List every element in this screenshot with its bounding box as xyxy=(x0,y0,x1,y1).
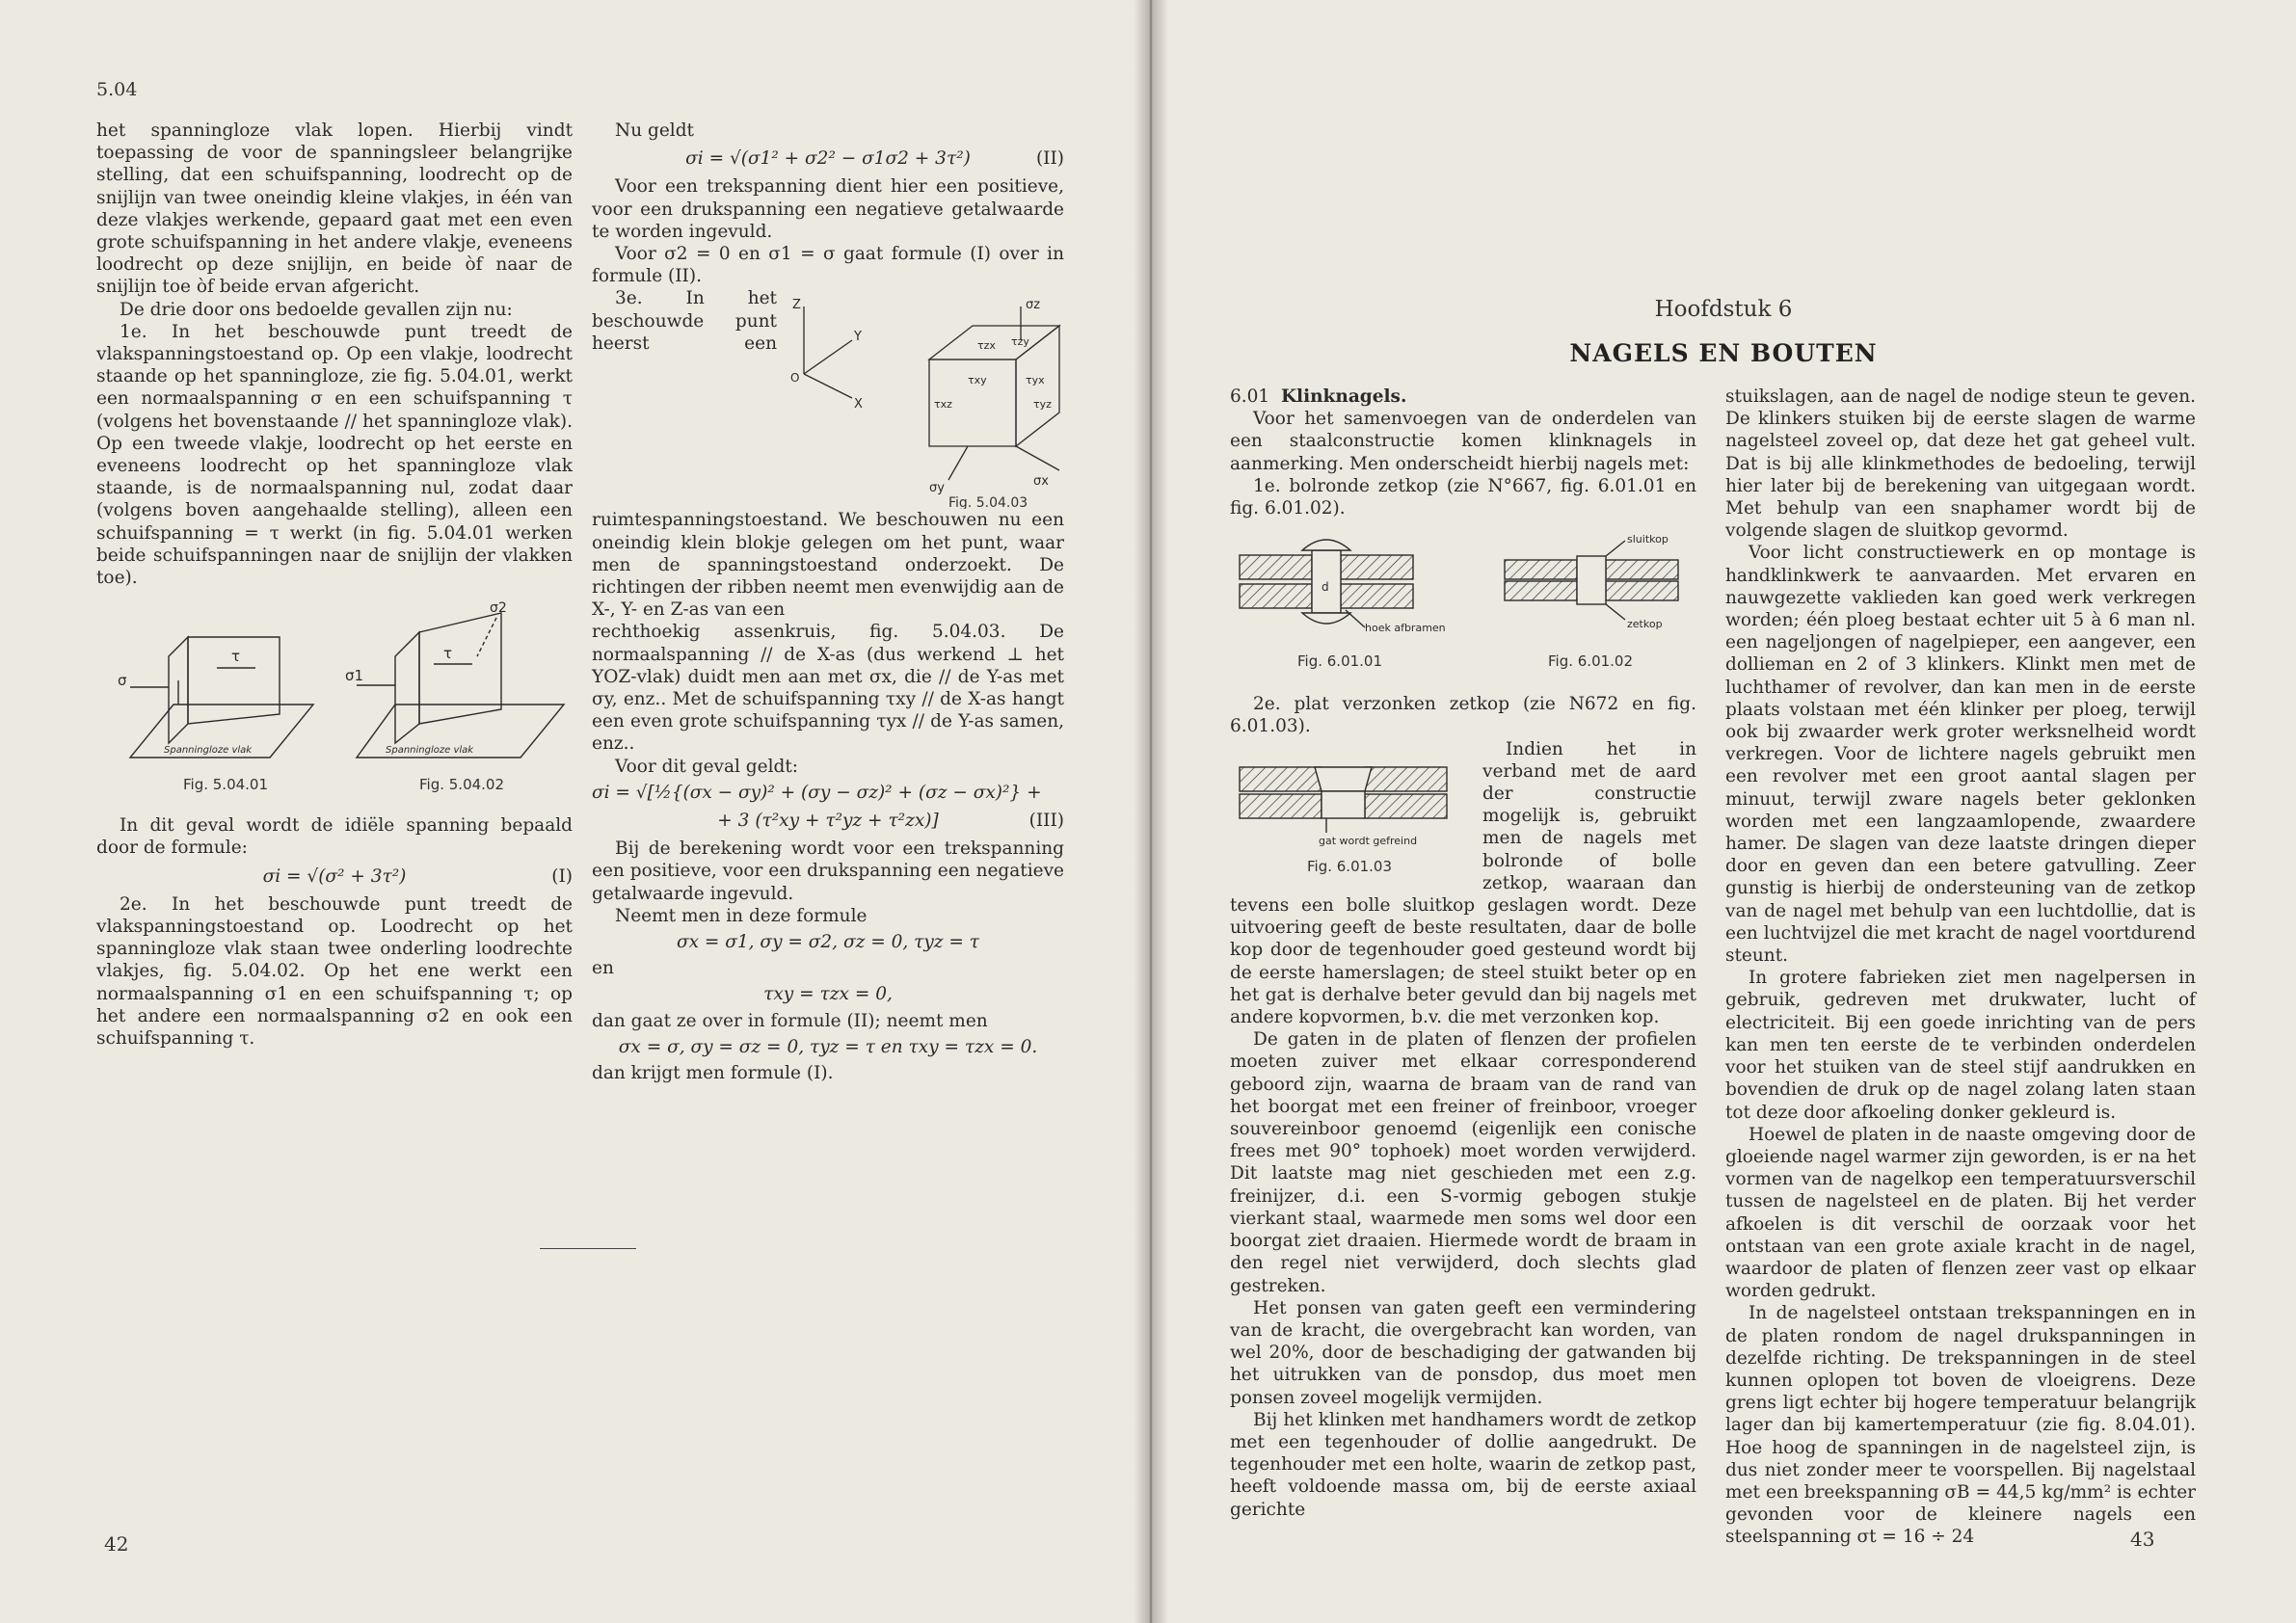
caption-6-01-01: Fig. 6.01.01 xyxy=(1297,652,1383,671)
paragraph: 3e. In het beschouwde punt heerst een ruimtespanningstoestand. We beschouwen nu een oneindig klein blokje gelegen om het punt, waar men de spanningstoestand onderzoekt. De richtingen der ribben neemt men evenwijdig aan de X-, Y- en Z-as van een xyxy=(592,288,1064,621)
section-header: 5.04 xyxy=(96,79,138,100)
label-tau-zx: τzx xyxy=(977,339,996,353)
leader-line xyxy=(1346,610,1365,627)
label-z: Z xyxy=(792,298,801,313)
fig-wrap-6-01-03 xyxy=(1230,738,1696,1029)
paragraph: het spanningloze vlak lopen. Hierbij vindt toepassing de voor de spanningsleer belangrijke stelling, dat een schuifspanning, loodrecht op de snijlijn van twee oneindig kleine vlakjes, in één van deze vlakjes werkende, gepaard gaat met een even grote schuifspanning in het andere vlakje, eveneens loodrecht op deze snijlijn, en beide òf naar de snijlijn toe òf beide ervan afgericht. xyxy=(96,120,573,298)
label-sigma: σ xyxy=(118,672,127,690)
section-title: Klinknagels. xyxy=(1280,386,1407,407)
caption-5-04-01: Fig. 5.04.01 xyxy=(183,776,269,794)
label-sigma-z: σz xyxy=(1026,298,1041,313)
rivet-shank xyxy=(1322,791,1365,818)
plate xyxy=(1240,584,1312,608)
arrow-line xyxy=(948,446,968,480)
plane-shape xyxy=(395,632,419,743)
rivet-shank xyxy=(1577,556,1606,604)
label-hoek: hoek afbramen xyxy=(1365,622,1446,635)
plate xyxy=(1606,560,1678,579)
label-tau-yx: τyx xyxy=(1026,374,1045,387)
paragraph: Voor licht constructiewerk en op montage is handklinkwerk te aanvaarden. Met ervaren en nauwgezette vaklieden kan goed werk verkregen worden; één ploeg bestaat echter uit 5 à 6 man nl. een nageljongen of nagelpieper, een aangever, een dollieman en 2 of 3 klinkers. Klinkt men met de luchthamer of revolver, dan kan men in de eerste plaats volstaan met één klinker per ploeg, terwijl ook bij zwaarder werk groter werksnelheid wordt verkregen. Voor de lichtere nagels gebruikt men een revolver met een groot aantal slagen per minuut, terwijl zware nagels beter geklonken worden met een langzaamlopende, zwaardere hamer. De slagen van deze laatste dringen dieper door en geven dan een betere gatvulling. Zeer gunstig is hierbij de ondersteuning van de zetkop van de nagel met behulp van een luchtdollie, dat is een luchtvijzel die met kracht de nagel voortdurend steunt. xyxy=(1725,543,2196,967)
leader-line xyxy=(1606,541,1625,556)
label-plane: Spanningloze vlak xyxy=(386,745,474,757)
arrow-line xyxy=(477,618,496,656)
plate xyxy=(1240,794,1322,818)
left-column-1 xyxy=(96,120,573,1050)
arrow-line xyxy=(1016,446,1059,470)
label-plane: Spanningloze vlak xyxy=(164,745,253,757)
left-column-2 xyxy=(592,120,1064,1084)
paragraph: Bij het klinken met handhamers wordt de zetkop met een tegenhouder of dollie aangedrukt. De tegenhouder met een holte, waarin de zetkop past, heeft voldoende massa om, bij de eerste axiaal gerichte xyxy=(1230,1409,1696,1520)
paragraph: Voor σ2 = 0 en σ1 = σ gaat formule (I) over in formule (II). xyxy=(592,244,1064,287)
plate xyxy=(1341,584,1413,608)
paragraph: stuikslagen, aan de nagel de nodige steun te geven. De klinkers stuiken bij de eerste slagen de warme nagelsteel zoveel op, dat deze het gat geheel vult. Dat is bij alle klinkmethodes de bedoeling, terwijl hier later bij de berekening van uitgegaan wordt. Met behulp van een snaphamer wordt bij de volgende slagen de sluitkop gevormd. xyxy=(1725,386,2196,542)
figure-5-04-02 xyxy=(357,613,564,758)
label-gat: gat wordt gefreind xyxy=(1319,834,1418,847)
book-gutter xyxy=(1134,0,1168,1623)
paragraph: en xyxy=(592,958,614,979)
label-zetkop: zetkop xyxy=(1627,618,1663,631)
formula-text: + 3 (τ²xy + τ²yz + τ²zx)] xyxy=(717,811,939,832)
label-sigma-y: σy xyxy=(929,481,945,496)
formula-number: (I) xyxy=(551,865,573,887)
label-tau-xz: τxz xyxy=(934,398,952,412)
paragraph: 2e. In het beschouwde punt treedt de vlakspanningstoestand op. Loodrecht op het spanningloze vlak staan twee onderling loodrechte vlakjes, fig. 5.04.02. Op het ene werkt een normaalspanning σ1 en een schuifspanning τ; op het andere een normaalspanning σ2 en ook een schuifspanning τ. xyxy=(96,893,573,1050)
right-column-1 xyxy=(1230,386,1696,1521)
paragraph: In de nagelsteel ontstaan trekspanningen en in de platen rondom de nagel drukspanningen in dezelfde richting. De trekspanningen in de steel kunnen oplopen tot boven de vloeigrens. Deze grens ligt echter bij hogere temperatuur belangrijk lager dan bij kamertemperatuur (zie fig. 8.04.01). Hoe hoog de spanningen in de nagelsteel zijn, is dus niet zonder meer te voorspellen. Bij nagelstaal met een breekspanning σB = 44,5 kg/mm² is echter gevonden voor de kleinere nagels een steelspanning σt = 16 ÷ 24 xyxy=(1725,1303,2196,1548)
paragraph: Bij de berekening wordt voor een trekspanning een positieve, voor een drukspanning een negatieve getalwaarde ingevuld. xyxy=(592,838,1064,904)
rivet-head xyxy=(1315,767,1372,791)
formula-text: σi = √(σ² + 3τ²) xyxy=(262,865,407,887)
plate xyxy=(1505,581,1577,600)
chapter-label: Hoofdstuk 6 xyxy=(1654,297,1793,322)
paragraph: rechthoekig assenkruis, fig. 5.04.03. De normaalspanning // de X-as (dus werkend ⊥ het YOZ-vlak) duidt men aan met σx, die // de Y-as met σy, enz.. Met de schuifspanning τxy // de X-as hangt een even grote schuifspanning τyx // de Y-as samen, enz.. xyxy=(592,622,1064,755)
end-rule xyxy=(540,1248,636,1249)
figure-5-04-01 xyxy=(130,637,313,758)
formula-substitution: σx = σ, σy = σz = 0, τyz = τ en τxy = τzx = 0. xyxy=(618,1036,1038,1057)
figure-5-04-03 xyxy=(785,287,1064,509)
paragraph: 2e. plat verzonken zetkop (zie N672 en fig. 6.01.03). xyxy=(1230,694,1696,737)
label-tau-zy: τzy xyxy=(1011,335,1029,349)
paragraph: dan gaat ze over in formule (II); neemt men xyxy=(592,1010,988,1031)
formula-text: σi = √(σ1² + σ2² − σ1σ2 + 3τ²) xyxy=(685,148,971,170)
axis-y xyxy=(804,340,852,374)
paragraph: Voor het samenvoegen van de onderdelen van een staalconstructie komen klinknagels in aanmerking. Men onderscheidt hierbij nagels met: xyxy=(1230,409,1696,474)
caption-6-01-02: Fig. 6.01.02 xyxy=(1548,652,1634,671)
paragraph: Indien het in verband met de aard der constructie mogelijk is, gebruikt men de nagels met bolronde of bolle zetkop, waaraan dan tevens een bolle sluitkop geslagen wordt. Deze uitvoering geeft de beste resultaten, daar de bolle kop door de tegenhouder goed gesteund wordt bij de eerste hamerslagen; de steel stuikt beter op en het gat is derhalve beter gevuld dan bij nagels met andere kopvormen, b.v. die met verzonken kop. xyxy=(1230,738,1696,1028)
plate xyxy=(1365,794,1447,818)
label-sluitkop: sluitkop xyxy=(1627,533,1669,546)
paragraph: Voor een trekspanning dient hier een positieve, voor een drukspanning een negatieve getalwaarde te worden ingevuld. xyxy=(592,176,1064,242)
label-sigma2: σ2 xyxy=(490,600,507,617)
label-sigma1: σ1 xyxy=(345,667,364,685)
section-number: 6.01 xyxy=(1230,386,1270,407)
plate xyxy=(1365,767,1447,791)
fig-wrap-5-04-03 xyxy=(592,287,1064,621)
plate xyxy=(1606,581,1678,600)
caption-5-04-02: Fig. 5.04.02 xyxy=(419,776,505,794)
label-sigma-x: σx xyxy=(1033,474,1049,490)
plate xyxy=(1341,555,1413,579)
chapter-title: NAGELS EN BOUTEN xyxy=(1569,339,1878,367)
plane-shape xyxy=(419,613,501,724)
axis-x xyxy=(804,374,852,398)
plate xyxy=(1240,555,1312,579)
formula-substitution: τxy = τzx = 0, xyxy=(763,984,893,1005)
paragraph: Neemt men in deze formule xyxy=(615,905,868,926)
formula-III-line1: σi = √[½{(σx − σy)² + (σy − σz)² + (σz − σx)²} + xyxy=(592,782,1042,803)
figure-6-01-02 xyxy=(1505,541,1678,620)
paragraph: De gaten in de platen of flenzen der profielen moeten zuiver met elkaar corresponderend geboord zijn, waarna de braam van de rand van het boorgat met een freiner of freinboor, vroeger souvereinboor genoemd (eigenlijk een conische frees met 90° tophoek) moet worden verwijderd. Dit laatste mag niet geschieden met een z.g. freinijzer, d.i. een S-vormig gebogen stukje vierkant staal, waarmede men soms wel door een boorgat ziet draaien. Hiermede wordt de braam in den regel niet verwijderd, doch slechts glad gestreken. xyxy=(1230,1029,1696,1296)
formula-number: (III) xyxy=(1028,811,1064,832)
figures-rivets xyxy=(1230,531,1696,676)
paragraph: 1e. In het beschouwde punt treedt de vlakspanningstoestand op. Op een vlakje, loodrecht staande op het spanningloze, zie fig. 5.04.01, werkt een normaalspanning σ en een schuifspanning τ (volgens het bovenstaande // het spanningloze vlak). Op een tweede vlakje, loodrecht op het eerste en eveneens loodrecht op het spanningloze vlak staande, is de normaalspanning nul, zodat daar (volgens boven aangehaalde stelling), alleen een schuifspanning = τ werkt (in fig. 5.04.01 werken beide schuifspanningen naar de snijlijn der vlakken toe). xyxy=(96,321,573,589)
label-o: O xyxy=(790,371,800,386)
right-column-2 xyxy=(1725,386,2196,1549)
page-number: 43 xyxy=(2130,1528,2155,1551)
label-d: d xyxy=(1322,580,1329,595)
label-y: Y xyxy=(854,330,862,345)
paragraph: De drie door ons bedoelde gevallen zijn nu: xyxy=(120,299,513,320)
label-tau-xy: τxy xyxy=(968,374,987,387)
formula-II xyxy=(592,147,1064,170)
figures-plane-stress xyxy=(96,599,573,801)
label-tau: τ xyxy=(443,645,453,663)
formula-I xyxy=(96,865,573,888)
paragraph: Het ponsen van gaten geeft een vermindering van de kracht, die overgebracht kan worden, van wel 20%, door de beschadiging der gatwanden bij het uitrukken van de ponsdop, dus moet men ponsen zoveel mogelijk vermijden. xyxy=(1230,1297,1696,1408)
paragraph: Voor dit geval geldt: xyxy=(615,756,799,777)
label-x: X xyxy=(854,397,863,412)
paragraph: 1e. bolronde zetkop (zie N°667, fig. 6.01.01 en fig. 6.01.02). xyxy=(1230,475,1696,519)
plate xyxy=(1240,767,1322,791)
section-heading xyxy=(1230,386,1696,408)
paragraph: In dit geval wordt de idiële spanning bepaald door de formule: xyxy=(96,815,573,859)
paragraph: dan krijgt men formule (I). xyxy=(592,1063,834,1084)
formula-number: (II) xyxy=(1035,148,1064,170)
label-tau: τ xyxy=(231,648,241,666)
caption-6-01-03: Fig. 6.01.03 xyxy=(1307,857,1393,875)
rivet-head xyxy=(1302,540,1350,550)
label-tau-yz: τyz xyxy=(1033,398,1052,412)
plate xyxy=(1505,560,1577,579)
page-number: 42 xyxy=(104,1532,129,1556)
formula-III-line2 xyxy=(592,810,1064,832)
leader-line xyxy=(1606,604,1625,620)
paragraph: Hoewel de platen in de naaste omgeving door de gloeiende nagel warmer zijn geworden, is er na het vormen van de nagelkop een temperatuursverschil tussen de nagelsteel en de platen. Bij het verder afkoelen is dit verschil de oorzaak voor het ontstaan van een grote axiale kracht in de nagel, waardoor de platen of flenzen zeer vast op elkaar worden gedrukt. xyxy=(1725,1124,2196,1302)
figure-6-01-03 xyxy=(1230,748,1471,883)
paragraph: Nu geldt xyxy=(615,120,694,141)
caption-5-04-03: Fig. 5.04.03 xyxy=(948,495,1028,510)
rivet-head xyxy=(1302,613,1350,624)
formula-substitution: σx = σ1, σy = σ2, σz = 0, τyz = τ xyxy=(676,932,980,953)
paragraph: In grotere fabrieken ziet men nagelpersen in gebruik, gedreven met drukwater, lucht of electriciteit. Bij een goede inrichting van de pers kan men ten eerste de te verbinden onderdelen voor het stuiken van de steel stijf aandrukken en bovendien de druk op de nagel zolang laten staan tot deze door afkoeling donker gekleurd is. xyxy=(1725,968,2196,1123)
